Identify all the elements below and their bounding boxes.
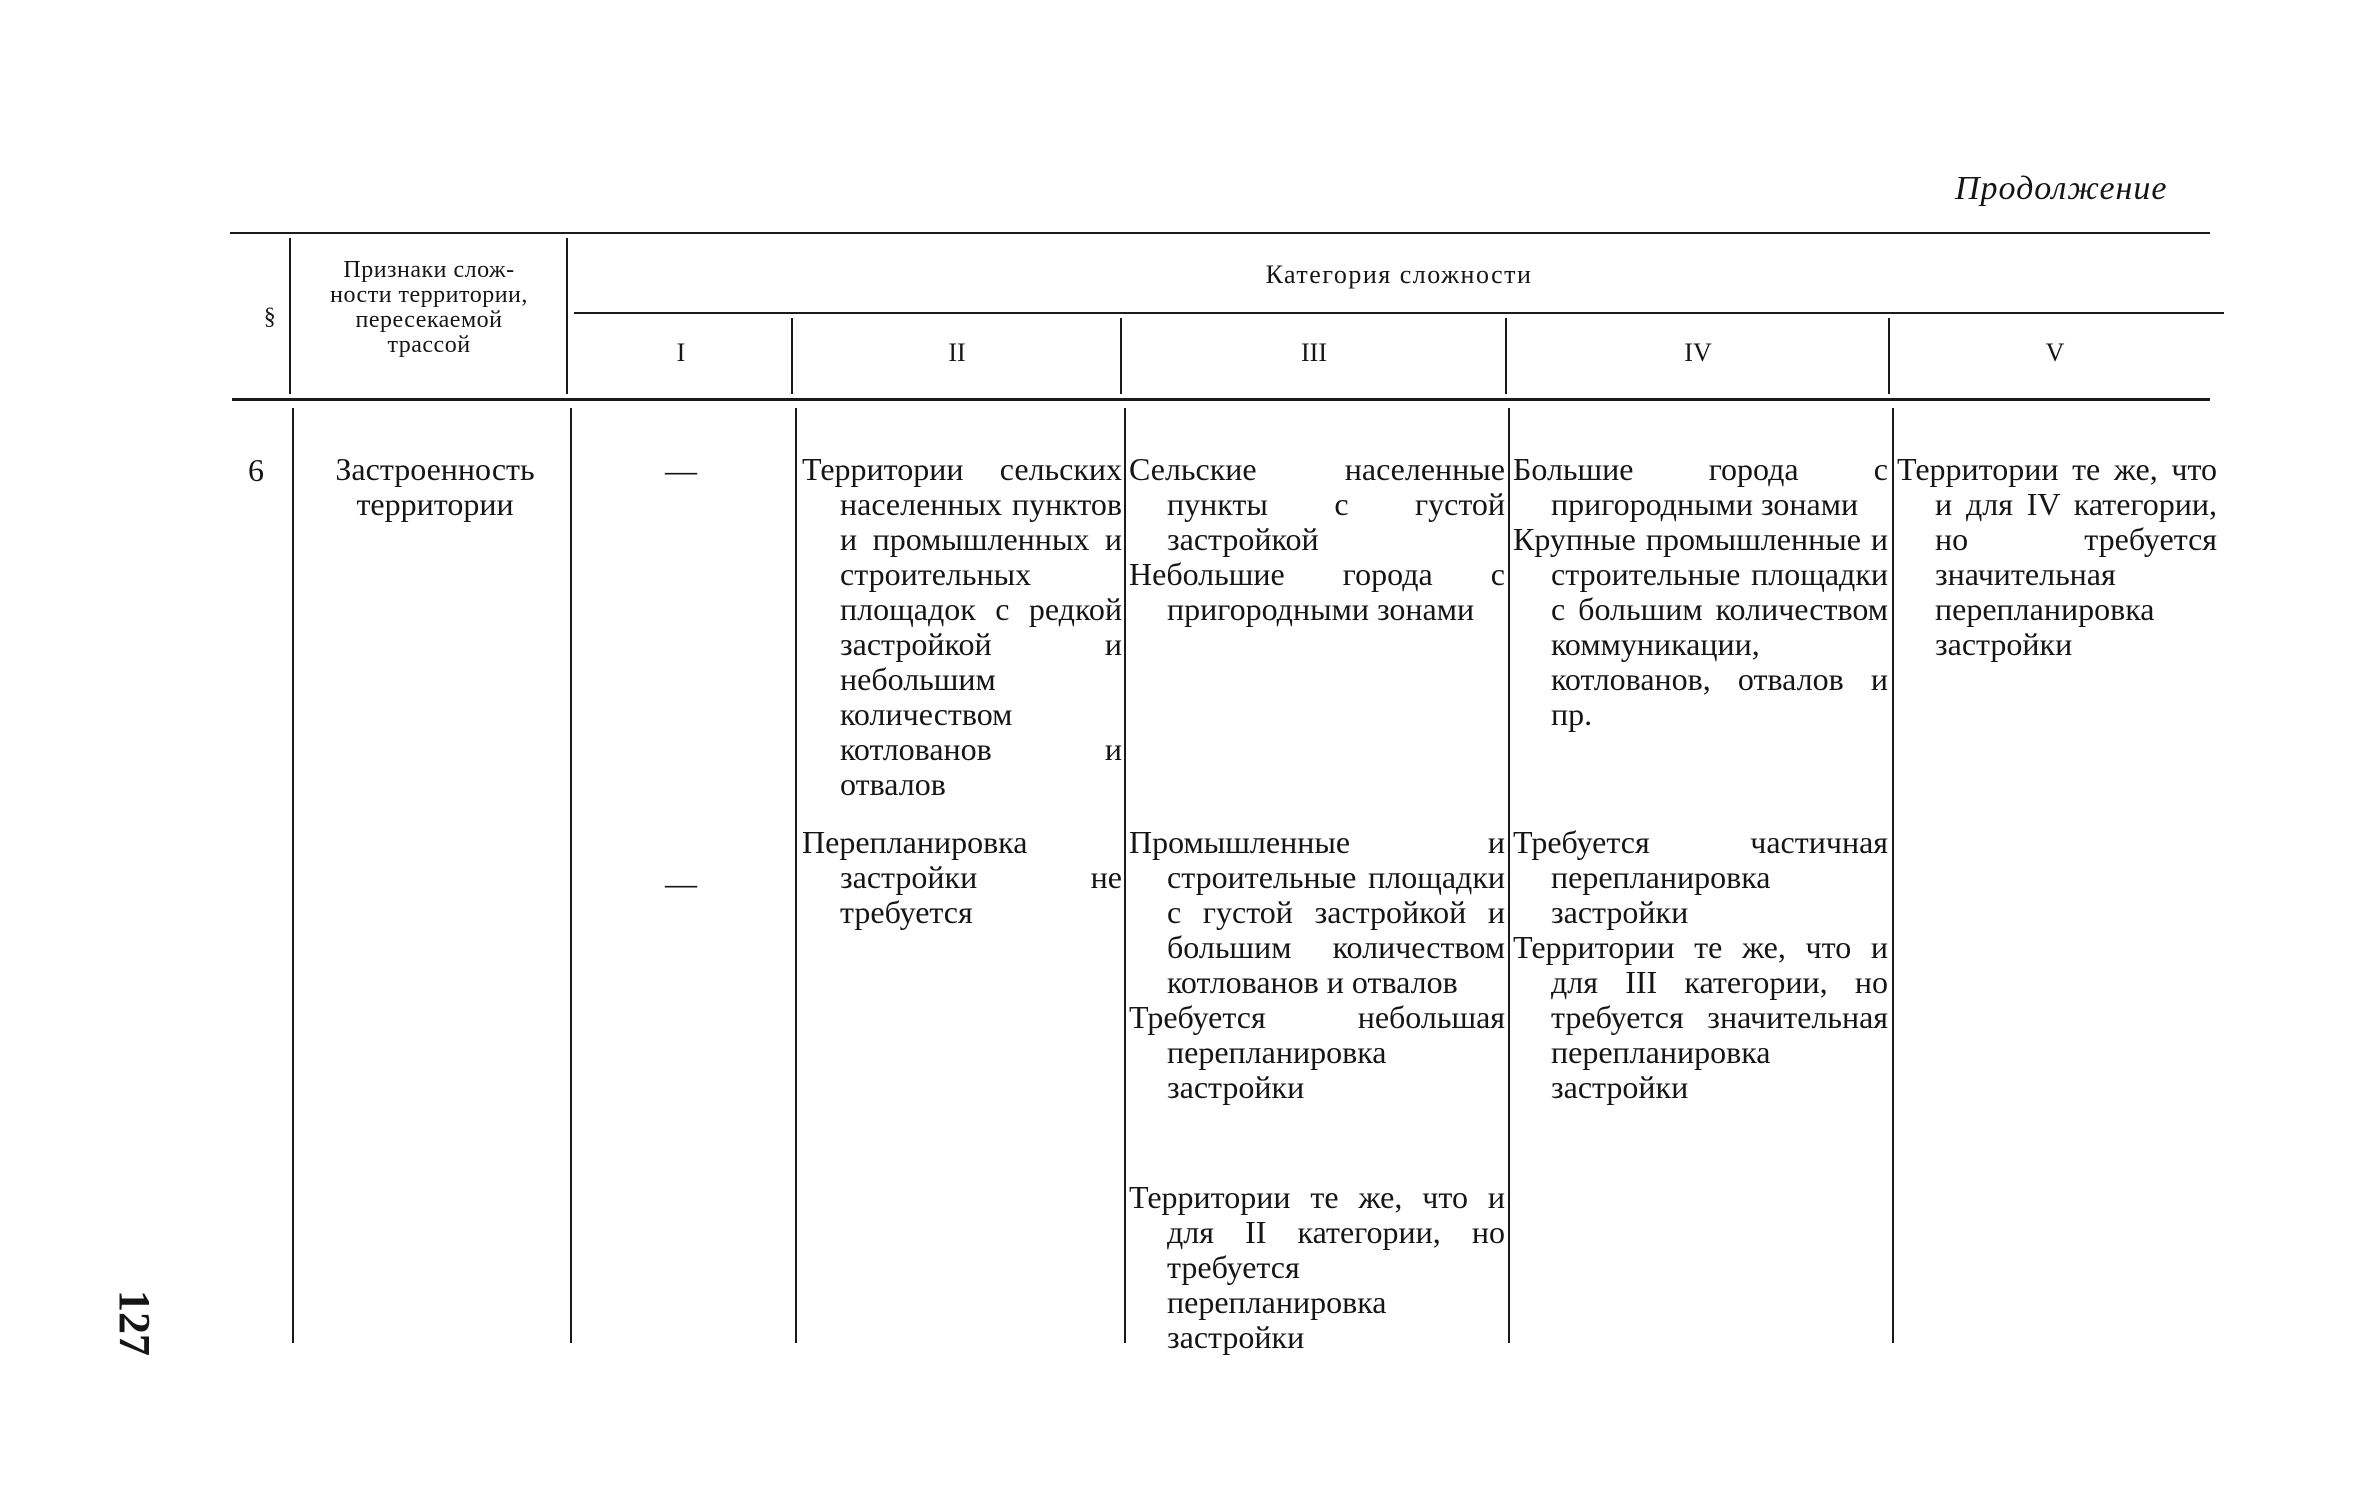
category-group-rule: [574, 312, 2224, 314]
cat-IV-text: Большие города с пригородными зонами: [1513, 451, 1888, 522]
cat-I-dash: —: [665, 865, 697, 901]
header-category-III: III: [1301, 338, 1327, 367]
header-category-group: Категория сложности: [1265, 260, 1533, 289]
header-category-IV: IV: [1684, 338, 1712, 367]
header-bottom-rule: [232, 398, 2210, 401]
row-number: 6: [248, 452, 264, 488]
col-divider: [1892, 408, 1894, 1343]
table-top-rule: [230, 232, 2210, 234]
header-feature: [294, 258, 564, 358]
cat-III-cell: [1129, 825, 1505, 1105]
header-feature-line: ности территории,: [330, 282, 528, 308]
cat-II-cell: [802, 825, 1122, 930]
cat-IV-text: Крупные промышленные и строительные площадки с большим количеством коммуникации, котлованов, отвалов и пр.: [1513, 521, 1888, 732]
cat-III-text: Требуется небольшая перепланировка застройки: [1129, 999, 1505, 1105]
col-divider: [795, 408, 797, 1343]
cat-I-dash: —: [665, 452, 697, 488]
cat-IV-cell: [1513, 452, 1888, 732]
col-divider: [292, 408, 294, 1343]
cat-II-text: Территории сельских населенных пунктов и промышленных и строительных площадок с редкой застройкой и небольшим количеством котлованов и отвалов: [802, 451, 1122, 802]
header-category-I: I: [676, 338, 686, 367]
col-divider: [1124, 408, 1126, 1343]
cat-III-text: Сельские населенные пункты с густой застройкой: [1129, 451, 1505, 557]
cat-IV-text: Требуется частичная перепланировка застройки: [1513, 824, 1888, 930]
cat-IV-text: Территории те же, что и для III категории, но требуется значительная перепланировка застройки: [1513, 929, 1888, 1105]
cat-III-text: Промышленные и строительные площадки с густой застройкой и большим количеством котлованов и отвалов: [1129, 824, 1505, 1000]
cat-III-cell: [1129, 452, 1505, 627]
cat-III-cell: [1129, 1180, 1505, 1355]
cat-III-text: Небольшие города с пригородными зонами: [1129, 556, 1505, 627]
row-feature: Застроенность территории: [335, 451, 535, 522]
col-divider: [1508, 408, 1510, 1343]
continuation-label: Продолжение: [1955, 170, 2168, 207]
header-feature-line: трассой: [387, 332, 471, 358]
header-feature-line: пересекаемой: [355, 307, 503, 333]
cat-V-cell: [1897, 452, 2217, 662]
cat-IV-cell: [1513, 825, 1888, 1105]
header-feature-line: Признаки слож-: [343, 257, 515, 283]
header-category-II: II: [948, 338, 966, 367]
page-number: 127: [110, 1290, 159, 1356]
col-divider: [289, 238, 291, 394]
cat-V-text: Территории те же, что и для IV категории, но требуется значительная перепланировка застройки: [1897, 451, 2217, 662]
header-section-sign: §: [263, 304, 277, 330]
cat-II-text: Перепланировка застройки не требуется: [802, 824, 1122, 930]
cat-III-text: Территории те же, что и для II категории, но требуется перепланировка застройки: [1129, 1179, 1505, 1355]
col-divider: [566, 238, 568, 394]
cat-II-cell: [802, 452, 1122, 802]
header-category-V: V: [2045, 338, 2065, 367]
